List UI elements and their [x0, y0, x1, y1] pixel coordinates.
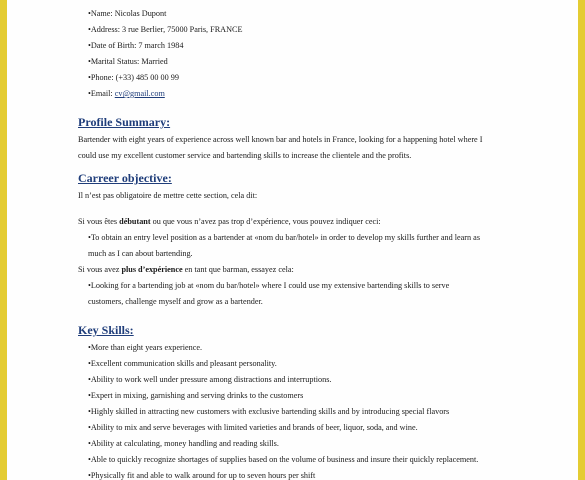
objective-debutant [78, 217, 381, 226]
skill-item: •Able to quickly recognize shortages of supplies based on the volume of business and insure their quickly replacement. [88, 455, 479, 464]
skill-item: •Ability at calculating, money handling and reading skills. [88, 439, 279, 448]
skill-item: •Excellent communication skills and pleasant personality. [88, 359, 277, 368]
debutant-pre: Si vous êtes [78, 217, 120, 226]
profile-line-1: Bartender with eight years of experience across well known bar and hotels in France, looking for a happening hotel where I [78, 135, 483, 144]
experience-bold: plus d’expérience [121, 265, 183, 274]
skill-item: •Ability to work well under pressure among distractions and interruptions. [88, 375, 332, 384]
personal-phone: •Phone: (+33) 485 00 00 99 [88, 73, 179, 82]
objective-heading: Carreer objective: [78, 171, 172, 185]
personal-email [88, 89, 165, 98]
experience-bullet-line-1: •Looking for a bartending job at «nom du bar/hotel» where I could use my extensive bartending skills to serve [88, 281, 450, 290]
personal-name: •Name: Nicolas Dupont [88, 9, 167, 18]
objective-note: Il n’est pas obligatoire de mettre cette section, cela dit: [78, 191, 258, 200]
debutant-post: ou que vous n’avez pas trop d’expérience, vous pouvez indiquer ceci: [150, 217, 381, 226]
skill-item: •More than eight years experience. [88, 343, 203, 352]
skill-item: •Highly skilled in attracting new customers with exclusive bartending skills and by introducing special flavors [88, 407, 450, 416]
email-label: •Email: [88, 89, 115, 98]
experience-bullet-line-2: customers, challenge myself and grow as a bartender. [88, 297, 263, 306]
skill-item: •Physically fit and able to walk around for up to seven hours per shift [88, 471, 316, 480]
skill-item: •Ability to mix and serve beverages with limited varieties and brands of beer, liquor, soda, and wine. [88, 423, 418, 432]
email-link[interactable]: cv@gmail.com [114, 89, 165, 98]
experience-pre: Si vous avez [78, 265, 122, 274]
skill-item: •Expert in mixing, garnishing and serving drinks to the customers [88, 391, 304, 400]
profile-heading: Profile Summary: [78, 115, 171, 129]
debutant-bullet-line-2: much as I can about bartending. [88, 249, 193, 258]
experience-post: en tant que barman, essayez cela: [182, 265, 294, 274]
objective-experience [78, 265, 294, 274]
debutant-bullet-line-1: •To obtain an entry level position as a bartender at «nom du bar/hotel» in order to develop my skills further and learn as [88, 233, 480, 242]
profile-line-2: could use my excellent customer service and bartending skills to increase the clientele and the profits. [78, 151, 412, 160]
personal-address: •Address: 3 rue Berlier, 75000 Paris, FRANCE [88, 25, 243, 34]
document-page [7, 0, 578, 480]
skills-heading: Key Skills: [78, 323, 134, 337]
personal-marital: •Marital Status: Married [88, 57, 168, 66]
personal-dob: •Date of Birth: 7 march 1984 [88, 41, 184, 50]
debutant-bold: débutant [119, 217, 151, 226]
